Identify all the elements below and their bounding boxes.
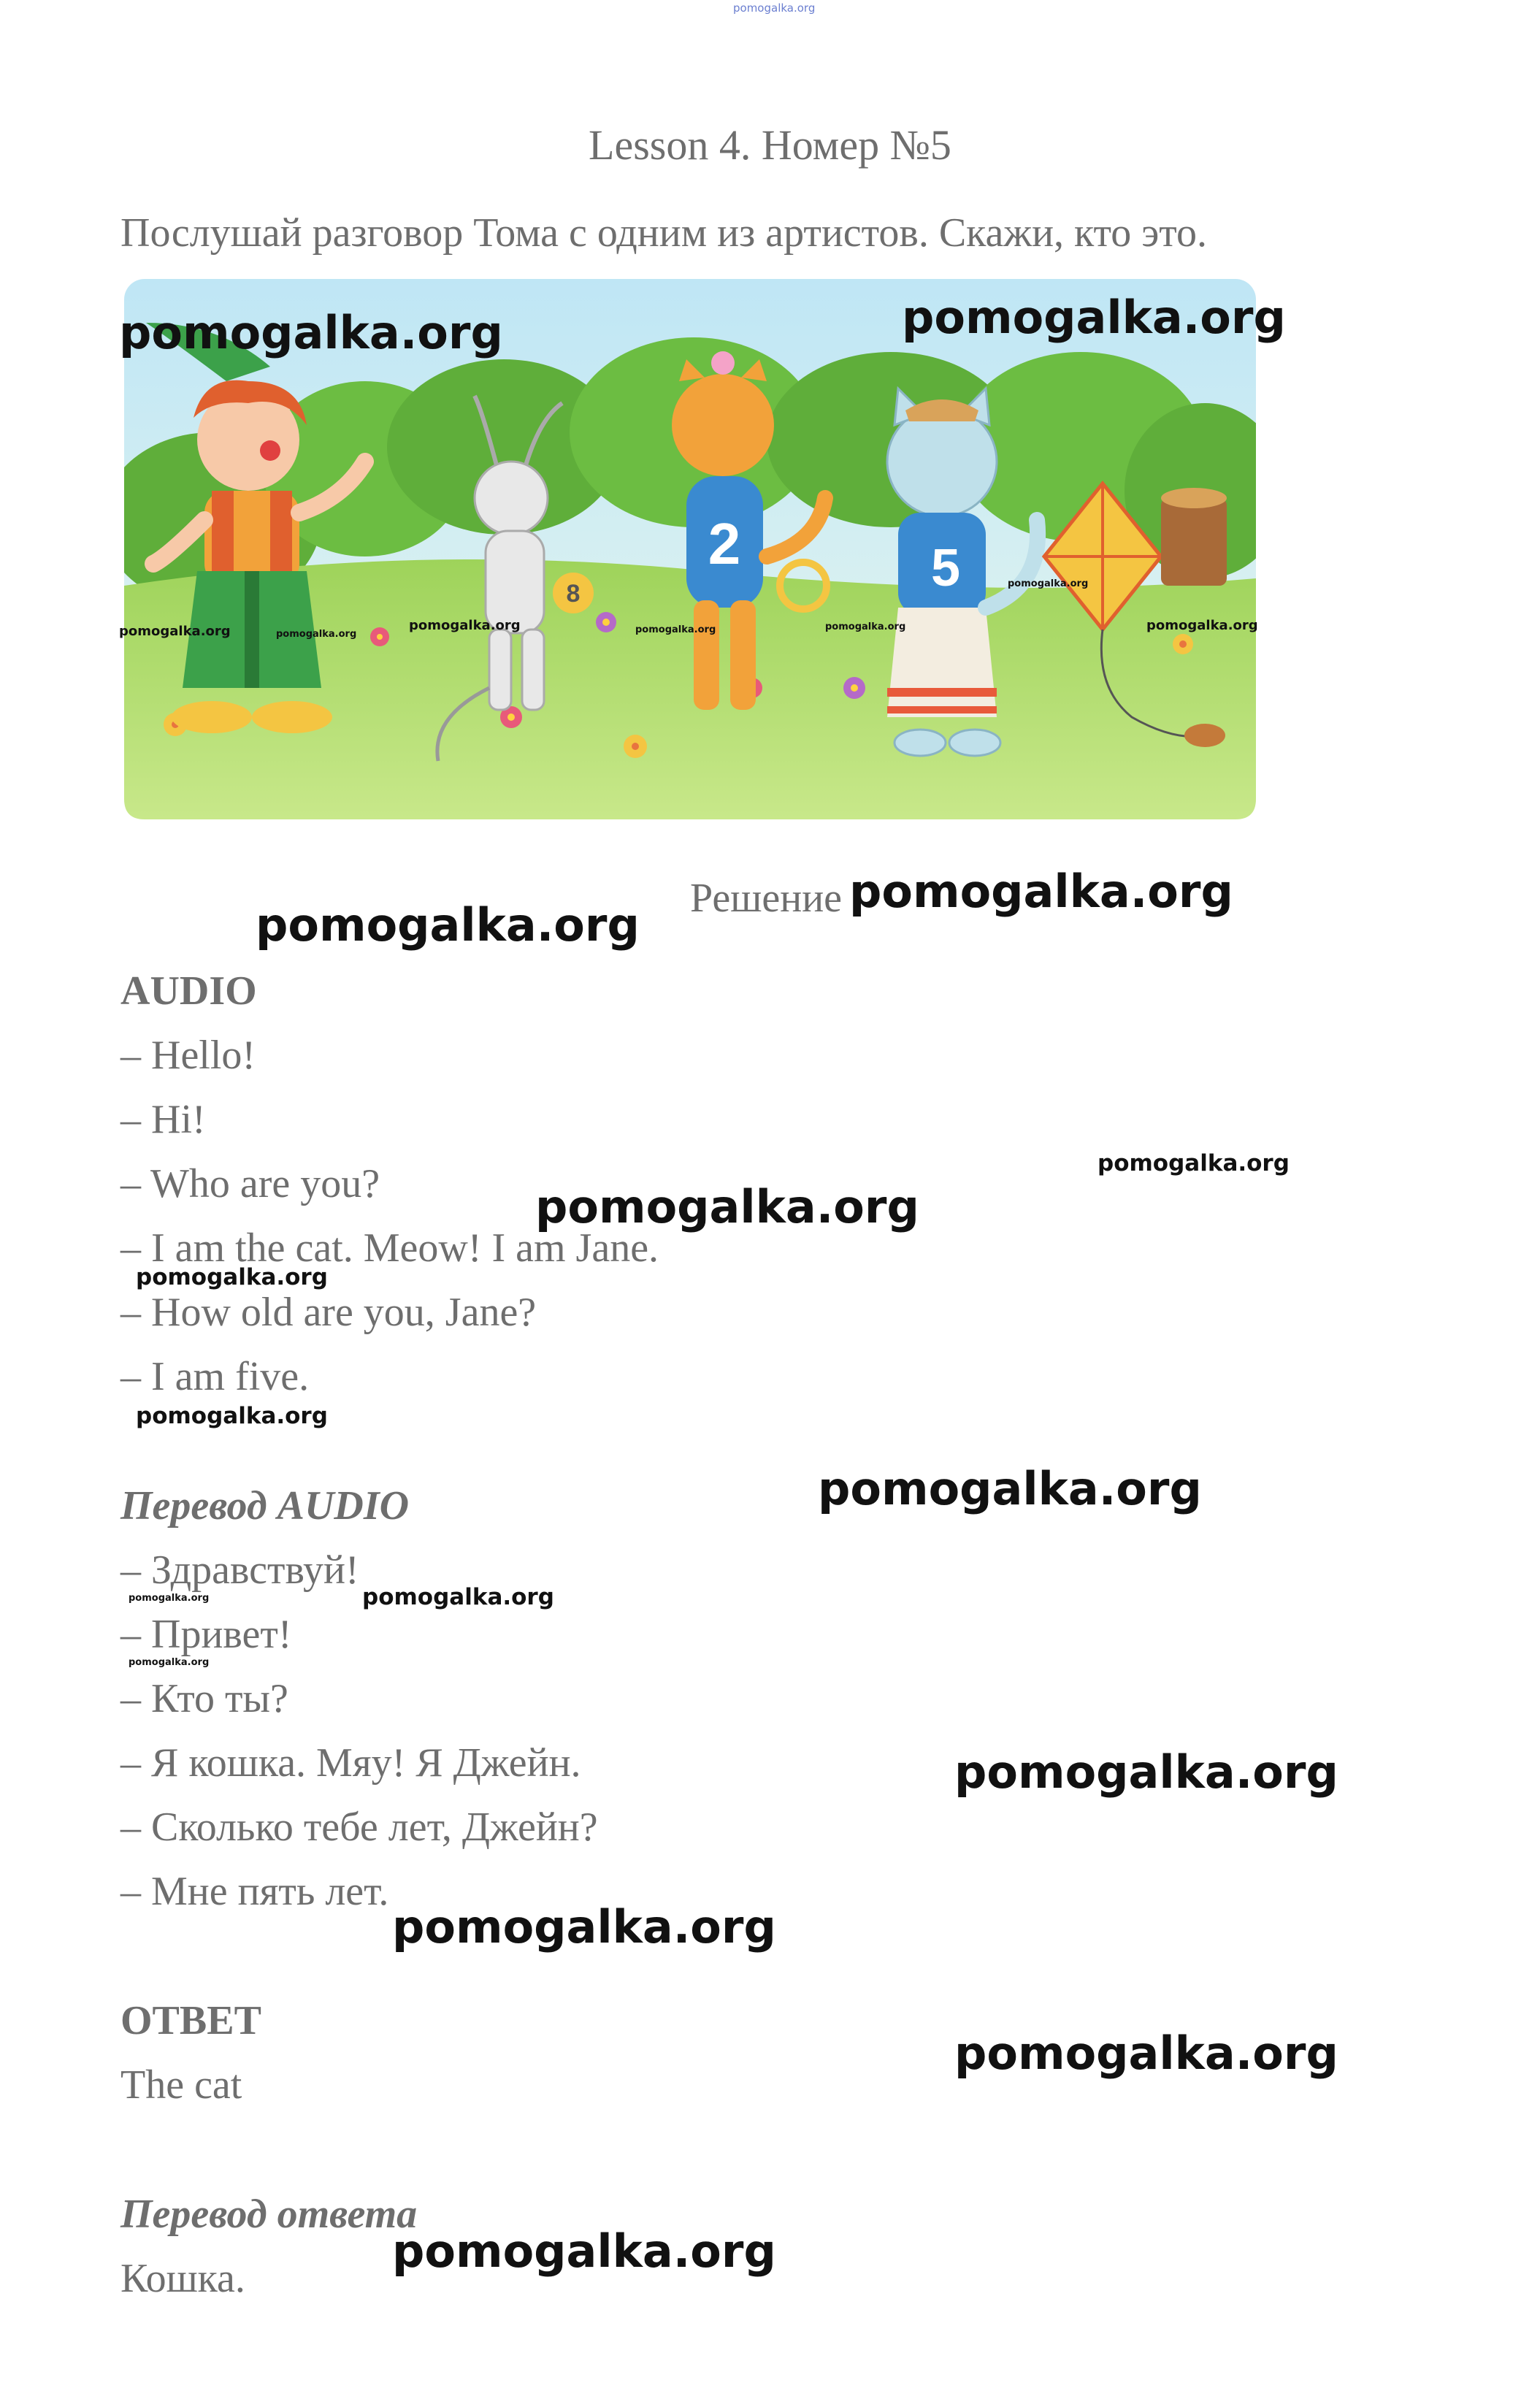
tiger-number: 2 — [708, 511, 741, 576]
cat-number: 5 — [930, 539, 961, 597]
audio-translation-line-1: – Здравствуй! — [120, 1547, 359, 1593]
audio-line-4: – I am the cat. Meow! I am Jane. — [120, 1225, 659, 1271]
watermark-2: pomogalka.org — [902, 291, 1286, 344]
audio-translation-line-4: – Я кошка. Мяу! Я Джейн. — [120, 1740, 581, 1786]
audio-line-3: – Who are you? — [120, 1161, 380, 1206]
watermark-14: pomogalka.org — [136, 1264, 328, 1290]
watermark-18: pomogalka.org — [362, 1584, 554, 1610]
watermark-22: pomogalka.org — [954, 2027, 1338, 2080]
audio-translation-line-5: – Сколько тебе лет, Джейн? — [120, 1805, 598, 1850]
watermark-4: pomogalka.org — [276, 629, 357, 640]
audio-translation-line-6: – Мне пять лет. — [120, 1869, 389, 1914]
watermark-5: pomogalka.org — [409, 618, 521, 633]
audio-translation-line-3: – Кто ты? — [120, 1676, 288, 1721]
watermark-12: pomogalka.org — [1097, 1150, 1290, 1176]
watermark-19: pomogalka.org — [129, 1657, 210, 1668]
answer-translation-heading: Перевод ответа — [120, 2192, 418, 2237]
watermark-10: pomogalka.org — [849, 865, 1233, 918]
watermark-17: pomogalka.org — [129, 1593, 210, 1604]
watermark-top: pomogalka.org — [733, 1, 816, 15]
task-text: Послушай разговор Тома с одним из артистов. Скажи, кто это. — [120, 210, 1208, 256]
page-title: Lesson 4. Номер №5 — [589, 121, 951, 169]
watermark-13: pomogalka.org — [535, 1180, 919, 1233]
answer-heading: ОТВЕТ — [120, 1998, 261, 2043]
watermark-6: pomogalka.org — [635, 624, 716, 635]
watermark-20: pomogalka.org — [954, 1745, 1338, 1799]
solution-label: Решение — [690, 876, 843, 921]
watermark-23: pomogalka.org — [392, 2224, 776, 2278]
illustration — [124, 279, 1256, 819]
answer-translation-text: Кошка. — [120, 2256, 245, 2301]
audio-line-5: – How old are you, Jane? — [120, 1290, 537, 1335]
watermark-8: pomogalka.org — [1008, 578, 1089, 589]
answer-text: The cat — [120, 2062, 242, 2108]
watermark-21: pomogalka.org — [392, 1900, 776, 1954]
audio-translation-heading: Перевод AUDIO — [120, 1483, 410, 1528]
watermark-3: pomogalka.org — [119, 624, 231, 639]
audio-translation-line-2: – Привет! — [120, 1612, 292, 1657]
audio-line-6: – I am five. — [120, 1354, 310, 1399]
watermark-11: pomogalka.org — [256, 898, 640, 952]
watermark-16: pomogalka.org — [818, 1462, 1202, 1515]
watermark-1: pomogalka.org — [119, 306, 503, 359]
robot-number: 8 — [566, 580, 581, 608]
audio-line-1: – Hello! — [120, 1033, 256, 1078]
watermark-7: pomogalka.org — [825, 621, 906, 632]
audio-line-2: – Hi! — [120, 1097, 206, 1142]
audio-heading: AUDIO — [120, 968, 257, 1014]
watermark-15: pomogalka.org — [136, 1403, 328, 1429]
watermark-9: pomogalka.org — [1146, 618, 1258, 633]
